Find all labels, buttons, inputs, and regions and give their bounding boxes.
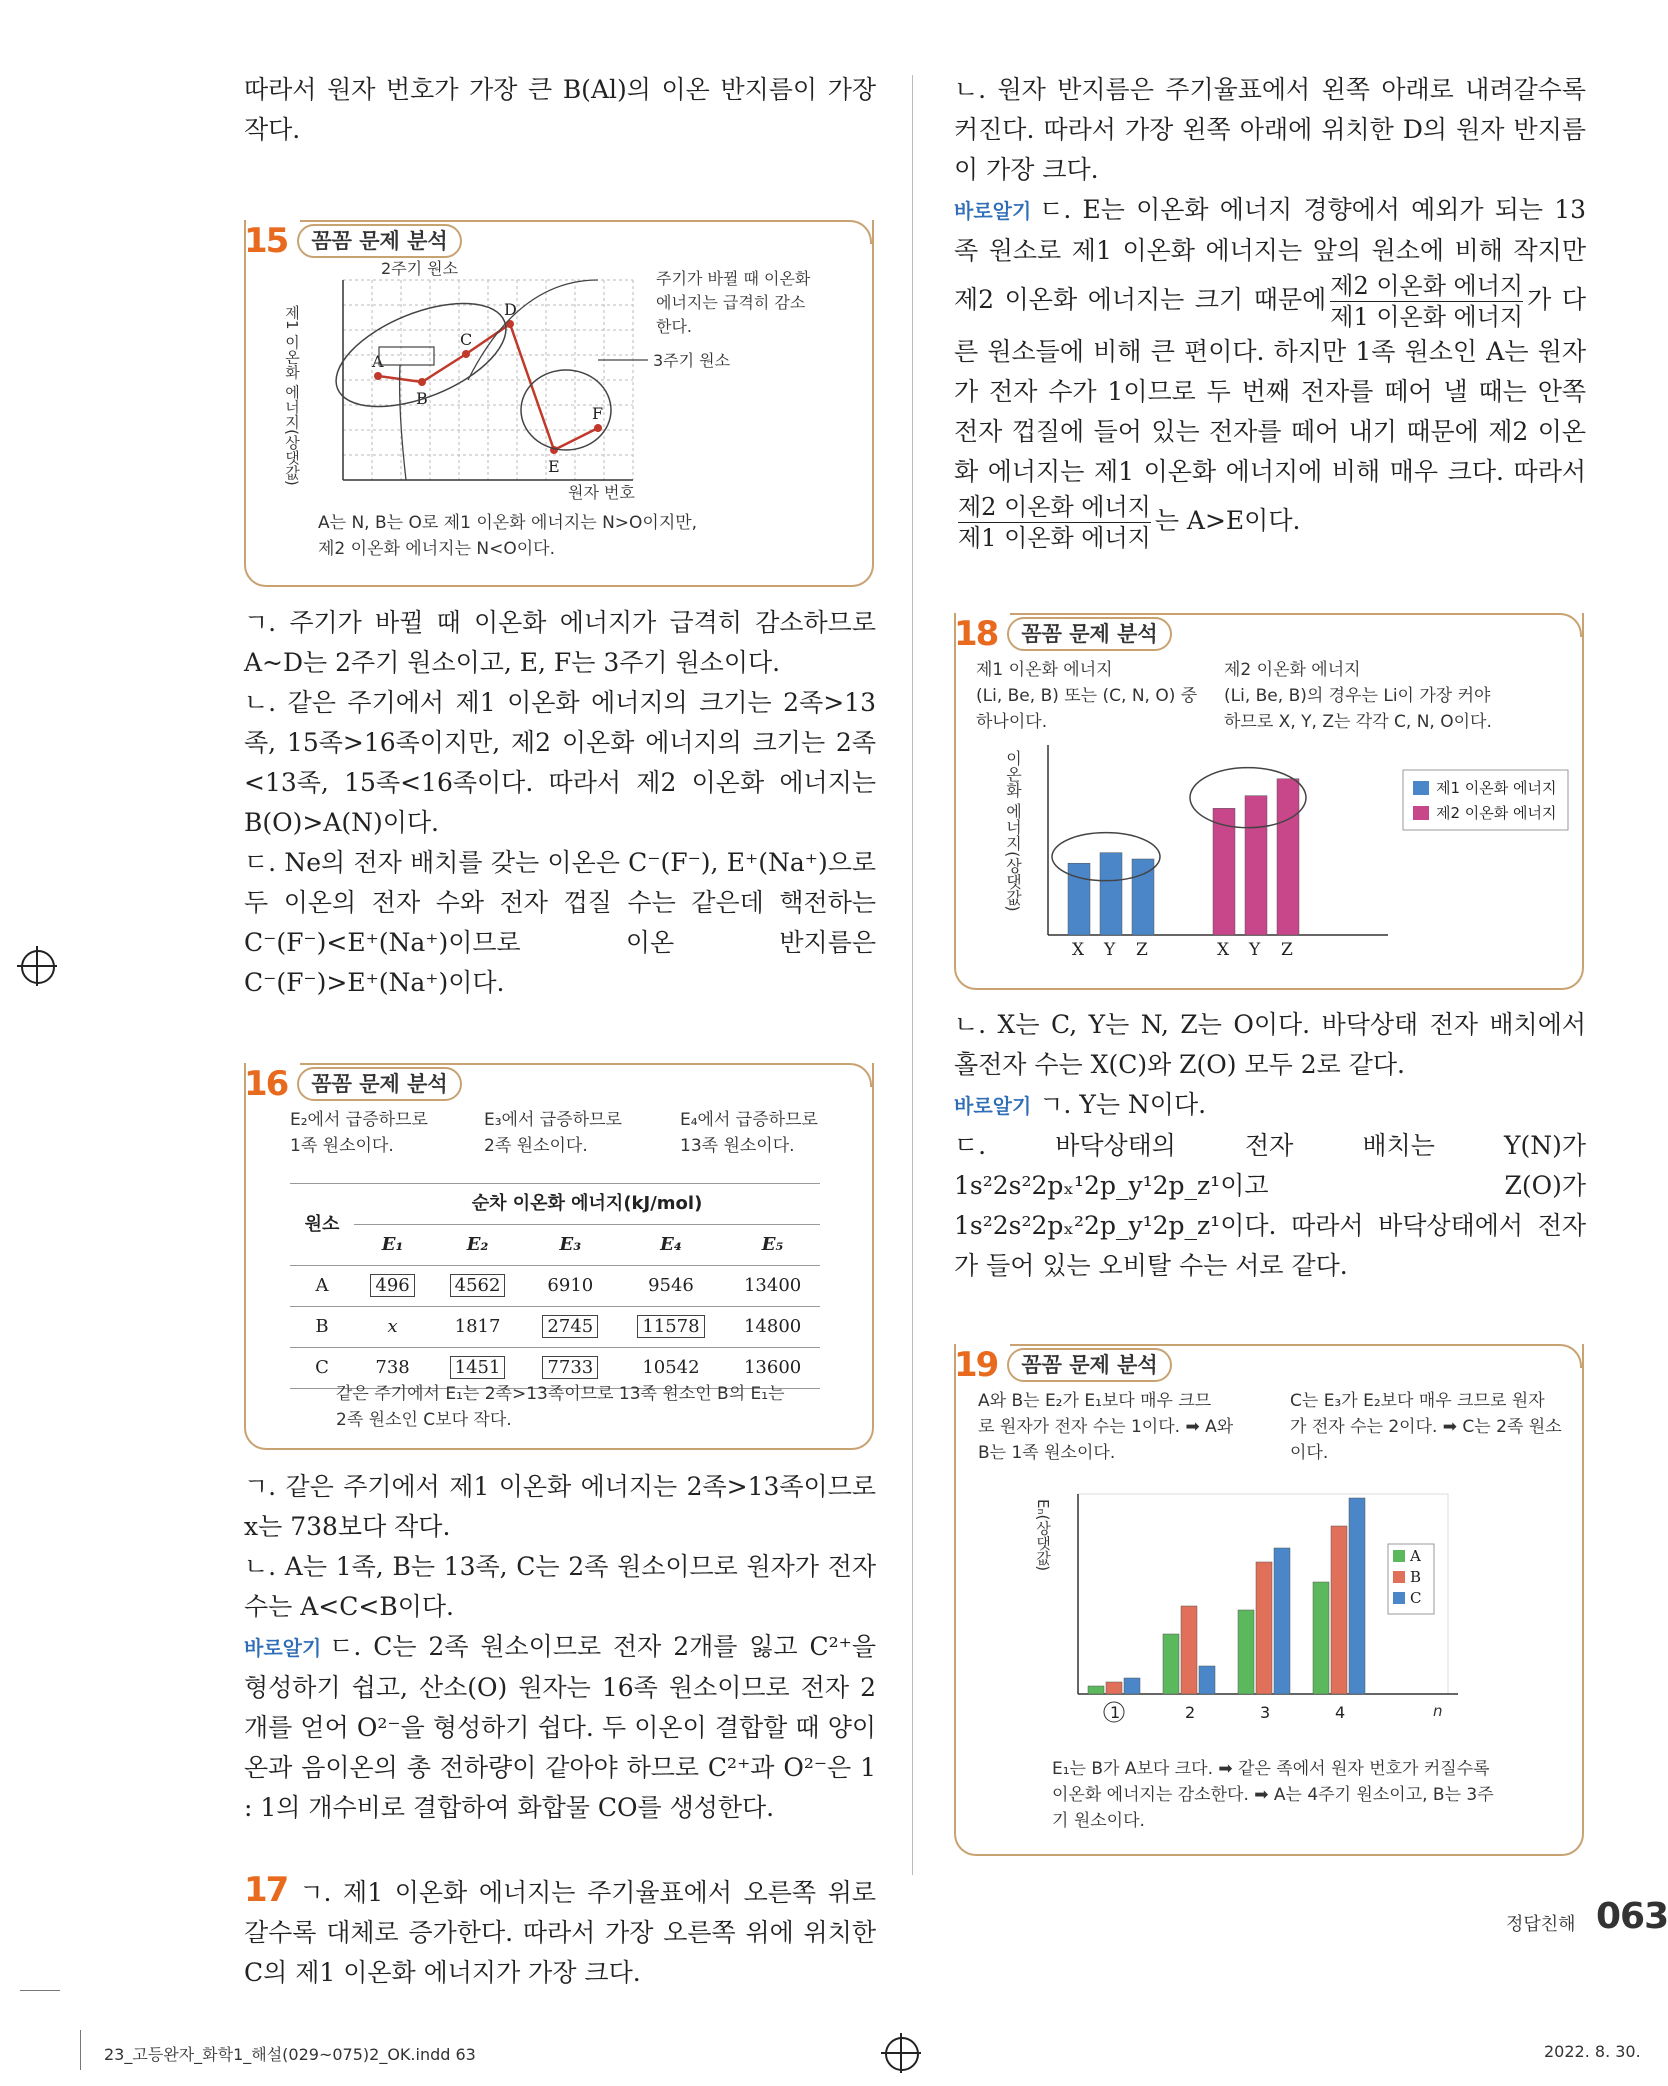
q16-note-1b: 1족 원소이다. bbox=[290, 1136, 394, 1156]
q16-panel bbox=[244, 1063, 876, 1451]
q17-correction-2: 가 다른 원소들에 비해 큰 편이다. 하지만 1족 원소인 A는 원자가 전자 수가 1이므로 두 번째 전자를 떼어 낼 때는 안쪽 전자 껍질에 들어 있는 전자를 떼어 내기 때문에 제2 이온화 에너지는 제1 이온화 에너지에 비해 매우 크다. 따라서 bbox=[954, 285, 1586, 486]
q15-bottom-note-1: A는 N, B는 O로 제1 이온화 에너지는 N>O이지만, bbox=[318, 513, 698, 533]
q16-correction-label: 바로알기 bbox=[244, 1636, 322, 1660]
x-tick-label: 3 bbox=[1260, 1703, 1271, 1722]
q16-bottom-note-1: 같은 주기에서 E₁는 2족>13족이므로 13족 원소인 B의 E₁는 bbox=[336, 1384, 785, 1404]
q18-chart bbox=[958, 735, 1578, 975]
section-label: 정답친해 bbox=[1506, 1914, 1576, 1935]
q19-note-r2: 가 전자 수는 2이다. ➡ C는 2족 원소 bbox=[1290, 1417, 1562, 1437]
q16-correction: ㄷ. C는 2족 원소이므로 전자 2개를 잃고 C²⁺을 형성하기 쉽고, 산소(O) 원자는 16족 원소이므로 전자 2개를 얻어 O²⁻을 형성하기 쉽다. 두 이온이 결합할 때 양이온과 음이온의 총 전하량이 같아야 하므로 C²⁺과 O²⁻은 1 : 1의 개수비로 결합하여 화합물 CO를 생성한다. bbox=[244, 1632, 876, 1822]
q18-panel bbox=[954, 613, 1586, 991]
column-divider bbox=[912, 75, 913, 1875]
legend-label: A bbox=[1410, 1547, 1421, 1565]
en-bar bbox=[1274, 1548, 1290, 1694]
q18-note-l2: (Li, Be, B) 또는 (C, N, O) 중 bbox=[976, 686, 1198, 706]
table-cell: C bbox=[290, 1348, 354, 1389]
legend-label: B bbox=[1410, 1568, 1422, 1586]
table-cell: 13400 bbox=[725, 1266, 820, 1307]
right-column bbox=[954, 70, 1586, 1859]
left-column bbox=[244, 70, 876, 1993]
drop-note-2: 에너지는 급격히 감소 bbox=[656, 293, 806, 312]
q16-tag: 꼼꼼 문제 분석 bbox=[297, 1067, 461, 1101]
ie-bar bbox=[1245, 796, 1267, 935]
point-label: F bbox=[592, 404, 604, 423]
table-cell: 7733 bbox=[524, 1348, 617, 1389]
point-label: E bbox=[548, 457, 560, 476]
q18-answer-1: ㄴ. X는 C, Y는 N, Z는 O이다. 바닥상태 전자 배치에서 홀전자 수는 X(C)와 Z(O) 모두 2로 같다. bbox=[954, 1010, 1586, 1079]
ie-bar bbox=[1277, 779, 1299, 935]
q19-xvar: n bbox=[1433, 1702, 1443, 1720]
period3-label: 3주기 원소 bbox=[653, 351, 731, 370]
ie-bar bbox=[1068, 863, 1090, 935]
q19-bottom-note-1: E₁는 B가 A보다 크다. ➡ 같은 족에서 원자 번호가 커질수록 bbox=[1052, 1759, 1490, 1779]
q17-number: 17 bbox=[244, 1870, 288, 1910]
table-group-header: 순차 이온화 에너지(kJ/mol) bbox=[354, 1184, 820, 1225]
q17-correction-3: 는 A>E이다. bbox=[1154, 506, 1301, 535]
table-cell: 4562 bbox=[431, 1266, 524, 1307]
point-label: C bbox=[460, 330, 473, 349]
period2-label: 2주기 원소 bbox=[381, 259, 459, 278]
en-bar bbox=[1199, 1666, 1215, 1694]
x-tick-label: 4 bbox=[1335, 1703, 1346, 1722]
q19-number: 19 bbox=[954, 1345, 998, 1385]
table-cell: x bbox=[354, 1307, 431, 1348]
q16-note-2b: 2족 원소이다. bbox=[484, 1136, 588, 1156]
ie-bar bbox=[1100, 853, 1122, 935]
table-cell: A bbox=[290, 1266, 354, 1307]
q15-panel bbox=[244, 220, 876, 593]
table-header: E₁ bbox=[354, 1225, 431, 1266]
q16-number: 16 bbox=[244, 1064, 288, 1104]
ie-point bbox=[462, 350, 470, 358]
q16-answer-2: ㄴ. A는 1족, B는 13족, C는 2족 원소이므로 원자가 전자 수는 A<C<B이다. bbox=[244, 1552, 876, 1621]
legend-label: 제2 이온화 에너지 bbox=[1436, 804, 1557, 822]
table-cell: B bbox=[290, 1307, 354, 1348]
ionization-table bbox=[290, 1183, 820, 1389]
bar-category-label: Z bbox=[1281, 940, 1293, 960]
q15-ylabel: 제1 이온화 에너지(상댓값) bbox=[283, 305, 301, 486]
print-date: 2022. 8. 30. bbox=[1544, 2042, 1641, 2061]
en-bar bbox=[1256, 1562, 1272, 1694]
x-tick-label: 1 bbox=[1110, 1703, 1121, 1722]
q16-note-3a: E₄에서 급증하므로 bbox=[680, 1110, 818, 1130]
page-number: 063 bbox=[1596, 1896, 1668, 1937]
q15-answer-3: ㄷ. Ne의 전자 배치를 갖는 이온은 C⁻(F⁻), E⁺(Na⁺)으로 두 이온의 전자 수와 전자 껍질 수는 같은데 핵전하는 C⁻(F⁻)<E⁺(Na⁺)이므로 이온 반지름은 C⁻(F⁻)>E⁺(Na⁺)이다. bbox=[244, 848, 876, 997]
q16-bottom-note-2: 2족 원소인 C보다 작다. bbox=[336, 1410, 512, 1430]
table-cell: 2745 bbox=[524, 1307, 617, 1348]
legend-swatch bbox=[1393, 1550, 1405, 1562]
q19-note-r3: 이다. bbox=[1290, 1443, 1329, 1463]
table-cell: 11578 bbox=[617, 1307, 725, 1348]
en-bar bbox=[1181, 1606, 1197, 1694]
q15-grid bbox=[343, 280, 633, 480]
drop-note-1: 주기가 바뀔 때 이온화 bbox=[656, 269, 811, 288]
en-bar bbox=[1313, 1582, 1329, 1694]
legend-swatch bbox=[1393, 1571, 1405, 1583]
x-tick-label: 2 bbox=[1185, 1703, 1196, 1722]
q16-note-1a: E₂에서 급증하므로 bbox=[290, 1110, 428, 1130]
en-bar bbox=[1331, 1526, 1347, 1694]
q18-tag: 꼼꼼 문제 분석 bbox=[1007, 617, 1171, 651]
q18-note-r3: 하므로 X, Y, Z는 각각 C, N, O이다. bbox=[1224, 712, 1492, 732]
q18-correction-1: ㄱ. Y는 N이다. bbox=[1039, 1090, 1207, 1119]
q15-number: 15 bbox=[244, 221, 288, 261]
registration-mark-left bbox=[21, 950, 55, 984]
table-col-element: 원소 bbox=[290, 1184, 354, 1266]
legend-label: 제1 이온화 에너지 bbox=[1436, 779, 1557, 797]
legend-swatch bbox=[1413, 781, 1429, 795]
q17-correction-1: ㄷ. E는 이온화 에너지 경향에서 예외가 되는 13족 원소로 제1 이온화 에너지는 앞의 원소에 비해 작지만 제2 이온화 에너지는 크기 때문에 bbox=[954, 195, 1586, 314]
q16-note-2a: E₃에서 급증하므로 bbox=[484, 1110, 622, 1130]
q18-note-l1: 제1 이온화 에너지 bbox=[976, 660, 1113, 680]
q15-answer-1: ㄱ. 주기가 바뀔 때 이온화 에너지가 급격히 감소하므로 A~D는 2주기 원소이고, E, F는 3주기 원소이다. bbox=[244, 608, 876, 677]
q18-note-r2: (Li, Be, B)의 경우는 Li이 가장 커야 bbox=[1224, 686, 1491, 706]
ratio-fraction-2: $\frac{\text{제2 이온화 에너지}}{\text{제1 이온화 에너지}}$ bbox=[958, 493, 1151, 552]
point-label: B bbox=[416, 389, 428, 408]
q19-note-r1: C는 E₃가 E₂보다 매우 크므로 원자 bbox=[1290, 1391, 1545, 1411]
q19-bottom-note-3: 기 원소이다. bbox=[1052, 1811, 1145, 1831]
en-bar bbox=[1088, 1686, 1104, 1694]
legend-swatch bbox=[1413, 806, 1429, 820]
q19-note-l3: B는 1족 원소이다. bbox=[978, 1443, 1116, 1463]
footer-rule bbox=[20, 1990, 60, 1991]
q19-panel bbox=[954, 1344, 1586, 1859]
bar-category-label: X bbox=[1072, 940, 1085, 960]
q15-xlabel: 원자 번호 bbox=[568, 483, 635, 502]
point-label: D bbox=[504, 300, 517, 319]
table-row bbox=[290, 1266, 820, 1307]
en-bar bbox=[1238, 1610, 1254, 1694]
q17-answer-2: ㄴ. 원자 반지름은 주기율표에서 왼쪽 아래로 내려갈수록 커진다. 따라서 가장 왼쪽 아래에 위치한 D의 원자 반지름이 가장 크다. bbox=[954, 75, 1586, 184]
table-cell: 496 bbox=[354, 1266, 431, 1307]
q18-note-r1: 제2 이온화 에너지 bbox=[1224, 660, 1361, 680]
table-header: E₅ bbox=[725, 1225, 820, 1266]
q18-number: 18 bbox=[954, 614, 998, 654]
ie-point bbox=[594, 424, 602, 432]
legend-swatch bbox=[1393, 1592, 1405, 1604]
q15-answer-2: ㄴ. 같은 주기에서 제1 이온화 에너지의 크기는 2족>13족, 15족>16족이지만, 제2 이온화 에너지의 크기는 2족<13족, 15족<16족이다. 따라서 제2 이온화 에너지는 B(O)>A(N)이다. bbox=[244, 688, 876, 837]
en-bar bbox=[1349, 1498, 1365, 1694]
q15-chart bbox=[248, 260, 868, 580]
q16-note-3b: 13족 원소이다. bbox=[680, 1136, 795, 1156]
registration-mark-bottom bbox=[885, 2037, 919, 2071]
table-header: E₃ bbox=[524, 1225, 617, 1266]
q18-correction-label: 바로알기 bbox=[954, 1094, 1032, 1118]
en-bar bbox=[1124, 1678, 1140, 1694]
q18-correction-2: ㄷ. 바닥상태의 전자 배치는 Y(N)가 1s²2s²2pₓ¹2p_y¹2p_z¹이고 Z(O)가 1s²2s²2pₓ²2p_y¹2p_z¹이다. 따라서 바닥상태에서 전자가 들어 있는 오비탈 수는 서로 같다. bbox=[954, 1131, 1586, 1280]
table-header: E₄ bbox=[617, 1225, 725, 1266]
en-bar bbox=[1106, 1682, 1122, 1694]
q17-correction-label: 바로알기 bbox=[954, 199, 1032, 223]
table-cell: 14800 bbox=[725, 1307, 820, 1348]
table-cell: 6910 bbox=[524, 1266, 617, 1307]
q19-bottom-note-2: 이온화 에너지는 감소한다. ➡ A는 4주기 원소이고, B는 3주 bbox=[1052, 1785, 1494, 1805]
en-bar bbox=[1163, 1634, 1179, 1694]
table-cell: 1451 bbox=[431, 1348, 524, 1389]
table-cell: 13600 bbox=[725, 1348, 820, 1389]
table-header: E₂ bbox=[431, 1225, 524, 1266]
q18-note-l3: 하나이다. bbox=[976, 712, 1048, 732]
ratio-fraction-1: $\frac{\text{제2 이온화 에너지}}{\text{제1 이온화 에너지}}$ bbox=[1330, 272, 1524, 331]
q16-answer-1: ㄱ. 같은 주기에서 제1 이온화 에너지는 2족>13족이므로 x는 738보다 작다. bbox=[244, 1472, 876, 1541]
bar-category-label: X bbox=[1217, 940, 1230, 960]
q19-note-l2: 로 원자가 전자 수는 1이다. ➡ A와 bbox=[978, 1417, 1234, 1437]
legend-label: C bbox=[1410, 1589, 1422, 1607]
file-name: 23_고등완자_화학1_해설(029~075)2_OK.indd 63 bbox=[104, 2045, 476, 2064]
ie-point bbox=[374, 372, 382, 380]
footer-tick bbox=[80, 2030, 81, 2070]
point-label: A bbox=[372, 352, 384, 371]
q19-tag: 꼼꼼 문제 분석 bbox=[1007, 1348, 1171, 1382]
table-cell: 10542 bbox=[617, 1348, 725, 1389]
q15-tag: 꼼꼼 문제 분석 bbox=[297, 224, 461, 258]
q18-ylabel: 이온화 에너지(상댓값) bbox=[1003, 750, 1023, 912]
q17-answer-1: ㄱ. 제1 이온화 에너지는 주기율표에서 오른쪽 위로 갈수록 대체로 증가한다. 따라서 가장 오른쪽 위에 위치한 C의 제1 이온화 에너지가 가장 크다. bbox=[244, 1878, 876, 1987]
table-cell: 1817 bbox=[431, 1307, 524, 1348]
drop-note-3: 한다. bbox=[656, 317, 692, 336]
table-cell: 9546 bbox=[617, 1266, 725, 1307]
ab-box bbox=[379, 347, 434, 365]
ie-bar bbox=[1213, 808, 1235, 935]
q19-ylabel: Eₙ(상댓값) bbox=[1034, 1499, 1052, 1572]
table-cell: 738 bbox=[354, 1348, 431, 1389]
q19-note-l1: A와 B는 E₂가 E₁보다 매우 크므 bbox=[978, 1391, 1212, 1411]
bar-category-label: Z bbox=[1136, 940, 1148, 960]
table-row bbox=[290, 1307, 820, 1348]
bar-category-label: Y bbox=[1104, 940, 1116, 960]
ie-point bbox=[418, 378, 426, 386]
intro-text: 따라서 원자 번호가 가장 큰 B(Al)의 이온 반지름이 가장 작다. bbox=[244, 75, 876, 144]
q15-bottom-note-2: 제2 이온화 에너지는 N<O이다. bbox=[318, 539, 555, 559]
q19-chart bbox=[958, 1474, 1578, 1724]
bar-category-label: Y bbox=[1249, 940, 1261, 960]
